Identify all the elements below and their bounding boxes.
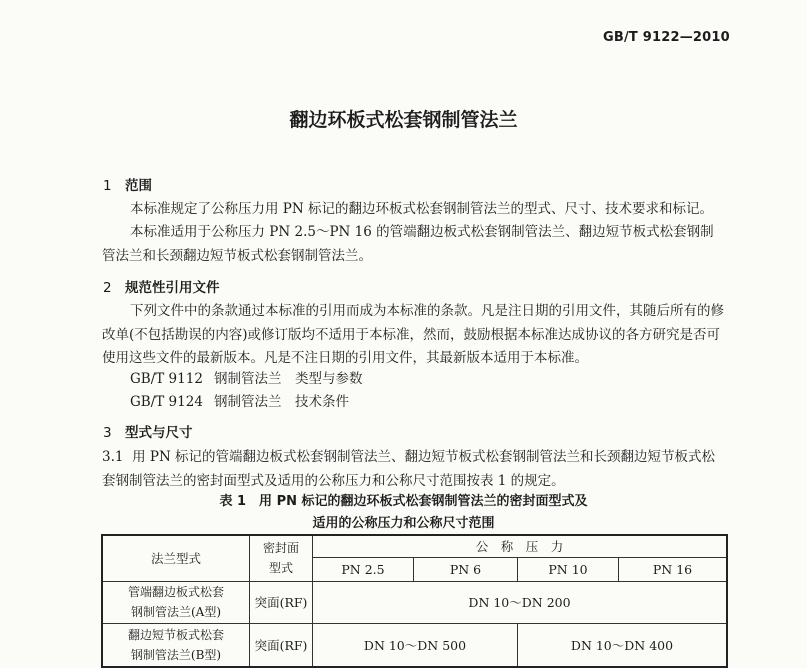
pressure-pn2-5: PN 2.5: [313, 557, 414, 581]
type-line: 管端翻边板式松套: [127, 585, 224, 599]
type-line: 钢制管法兰(B型): [130, 647, 222, 662]
paragraph-text: 本标准适用于公称压力 PN 2.5～PN 16 的管端翻边板式松套钢制管法兰、翻边短节板式松套钢制管法兰和长颈翻边短节板式松套钢制管法兰。: [102, 224, 714, 264]
row-size-range-high: DN 10～DN 400: [518, 623, 728, 667]
document-title: 翻边环板式松套钢制管法兰: [289, 109, 518, 131]
header-seal-type: [250, 535, 313, 581]
paragraph-text: 本标准规定了公称压力用 PN 标记的翻边环板式松套钢制管法兰的型式、尺寸、技术要求和标记。: [130, 201, 713, 217]
section-title: 范围: [125, 178, 152, 194]
header-flange-type: 法兰型式: [102, 535, 250, 581]
paragraph-scope-1: [102, 198, 727, 222]
standard-code: GB/T 9122—2010: [603, 30, 730, 45]
paragraph-scope-2: [102, 221, 727, 268]
type-line: 翻边短节板式松套: [127, 627, 224, 642]
row-size-range-low: DN 10～DN 500: [313, 623, 518, 667]
section-2-heading: [103, 276, 220, 296]
table-row: [102, 623, 727, 667]
paragraph-text: 用 PN 标记的管端翻边板式松套钢制管法兰、翻边短节板式松套钢制管法兰和长颈翻边短节板式松套钢制管法兰的密封面型式及适用的公称压力和公称尺寸范围按表 1 的规定。: [102, 449, 716, 489]
pressure-pn10: PN 10: [518, 557, 619, 581]
row-size-range: DN 10～DN 200: [313, 581, 728, 623]
row-flange-type: [102, 581, 250, 623]
section-title: 型式与尺寸: [125, 425, 193, 441]
pressure-pn16: PN 16: [619, 557, 728, 581]
type-line: 钢制管法兰(A型): [130, 605, 222, 619]
paragraph-normative-refs: [102, 300, 727, 371]
row-seal-type: 突面(RF): [250, 581, 313, 623]
header-seal-line: 型式: [268, 561, 293, 576]
row-flange-type: [102, 623, 250, 667]
table-caption-line-1: 表 1 用 PN 标记的翻边环板式松套钢制管法兰的密封面型式及: [219, 494, 588, 509]
reference-title: 钢制管法兰 类型与参数: [214, 371, 363, 387]
reference-item: [130, 390, 349, 410]
section-number: 3: [103, 425, 112, 441]
reference-code: GB/T 9124: [130, 394, 203, 410]
row-seal-type: 突面(RF): [250, 623, 313, 667]
pressure-pn6: PN 6: [414, 557, 518, 581]
table-row: [102, 581, 727, 623]
reference-item: [130, 367, 363, 387]
paragraph-text: 下列文件中的条款通过本标准的引用而成为本标准的条款。凡是注日期的引用文件，其随后所有的修改单(不包括勘误的内容)或修订版均不适用于本标准，然而，鼓励根据本标准达成协议的各方研究是否可使用这些文件的最新版本。凡是不注日期的引用文件，其最新版本适用于本标准。: [102, 303, 724, 366]
table-header-row: [102, 535, 727, 557]
section-3-heading: [103, 421, 193, 441]
section-number: 2: [103, 280, 112, 296]
table-caption-line-2: 适用的公称压力和公称尺寸范围: [312, 516, 495, 531]
header-nominal-pressure: 公 称 压 力: [313, 535, 728, 557]
flange-table: [101, 534, 728, 668]
section-title: 规范性引用文件: [125, 280, 220, 296]
reference-code: GB/T 9112: [130, 371, 203, 387]
reference-title: 钢制管法兰 技术条件: [214, 394, 349, 410]
paragraph-3-1: [102, 446, 727, 493]
header-seal-line: 密封面: [262, 541, 299, 556]
clause-number: 3.1: [102, 449, 124, 465]
section-1-heading: [103, 174, 152, 194]
section-number: 1: [103, 178, 112, 194]
